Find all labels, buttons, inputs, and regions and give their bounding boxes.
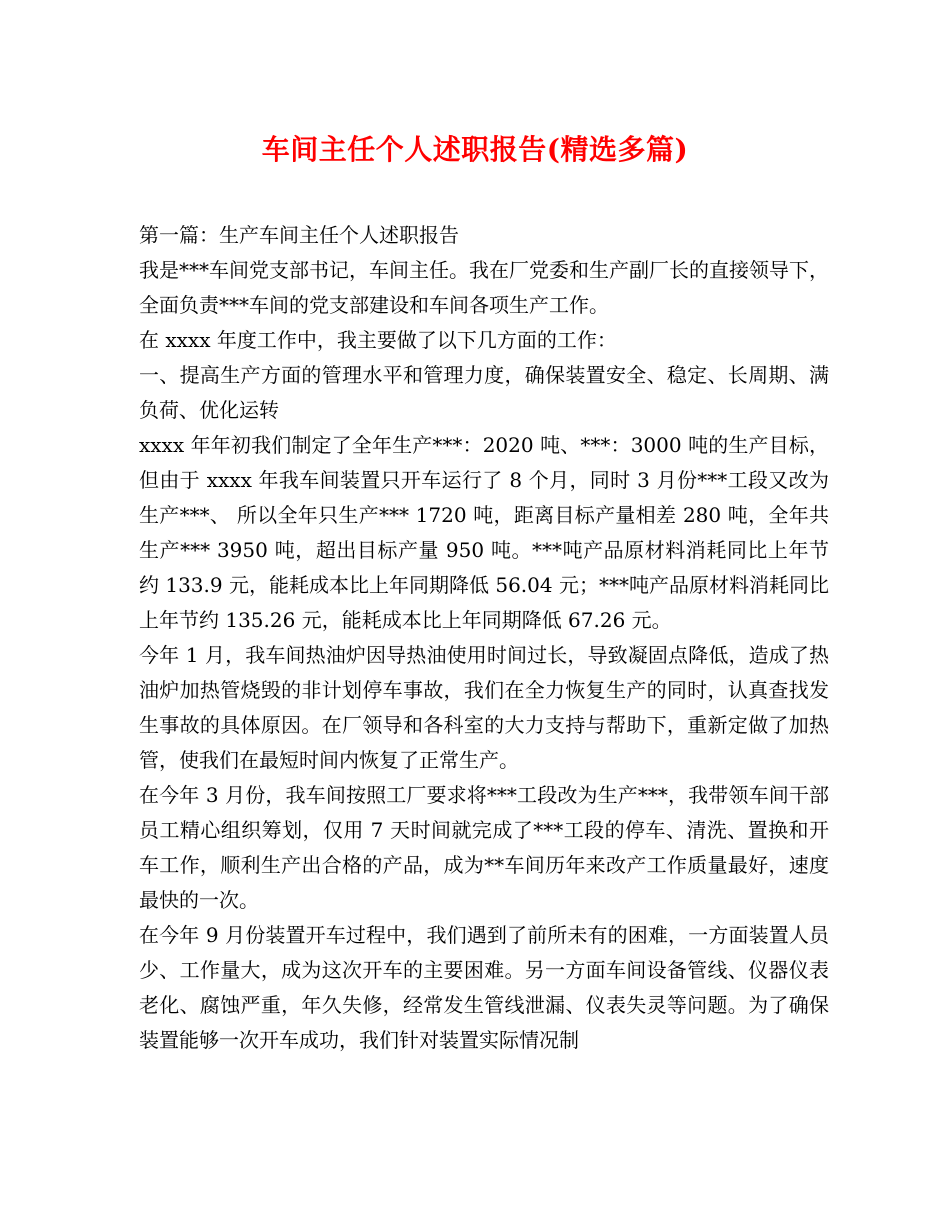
- paragraph: 我是***车间党支部书记，车间主任。我在厂党委和生产副厂长的直接领导下，全面负责***车间的党支部建设和车间各项生产工作。: [139, 258, 829, 317]
- paragraph: 在今年 3 月份，我车间按照工厂要求将***工段改为生产***，我带领车间干部员工精心组织筹划，仅用 7 天时间就完成了***工段的停车、清洗、置换和开车工作，顺利生产出合格的产品，成为**车间历年来改产工作质量最好，速度最快的一次。: [139, 783, 829, 912]
- paragraph: xxxx 年年初我们制定了全年生产***：2020 吨、***：3000 吨的生产目标，但由于 xxxx 年我车间装置只开车运行了 8 个月，同时 3 月份***工段又改为生产***、 所以全年只生产*** 1720 吨，距离目标产量相差 280 吨，全年共生产*** 3950 吨，超出目标产量 950 吨。***吨产品原材料消耗同比上年节约 133.9 元，能耗成本比上年同期降低 56.04 元；***吨产品原材料消耗同比上年节约 135.26 元，能耗成本比上年同期降低 67.26 元。: [139, 433, 829, 632]
- paragraph: 在今年 9 月份装置开车过程中，我们遇到了前所未有的困难，一方面装置人员少、工作量大，成为这次开车的主要困难。另一方面车间设备管线、仪器仪表老化、腐蚀严重，年久失修，经常发生管线泄漏、仪表失灵等问题。为了确保装置能够一次开车成功，我们针对装置实际情况制: [139, 923, 829, 1052]
- document-title: 车间主任个人述职报告(精选多篇): [261, 133, 689, 166]
- document-body: [139, 218, 829, 1058]
- paragraph: 今年 1 月，我车间热油炉因导热油使用时间过长，导致凝固点降低，造成了热油炉加热管烧毁的非计划停车事故，我们在全力恢复生产的同时，认真查找发生事故的具体原因。在厂领导和各科室的大力支持与帮助下，重新定做了加热管，使我们在最短时间内恢复了正常生产。: [139, 643, 829, 772]
- section-heading: 第一篇：生产车间主任个人述职报告: [139, 223, 459, 247]
- subsection-heading: 一、提高生产方面的管理水平和管理力度，确保装置安全、稳定、长周期、满负荷、优化运转: [139, 363, 829, 422]
- paragraph: 在 xxxx 年度工作中，我主要做了以下几方面的工作：: [139, 328, 617, 352]
